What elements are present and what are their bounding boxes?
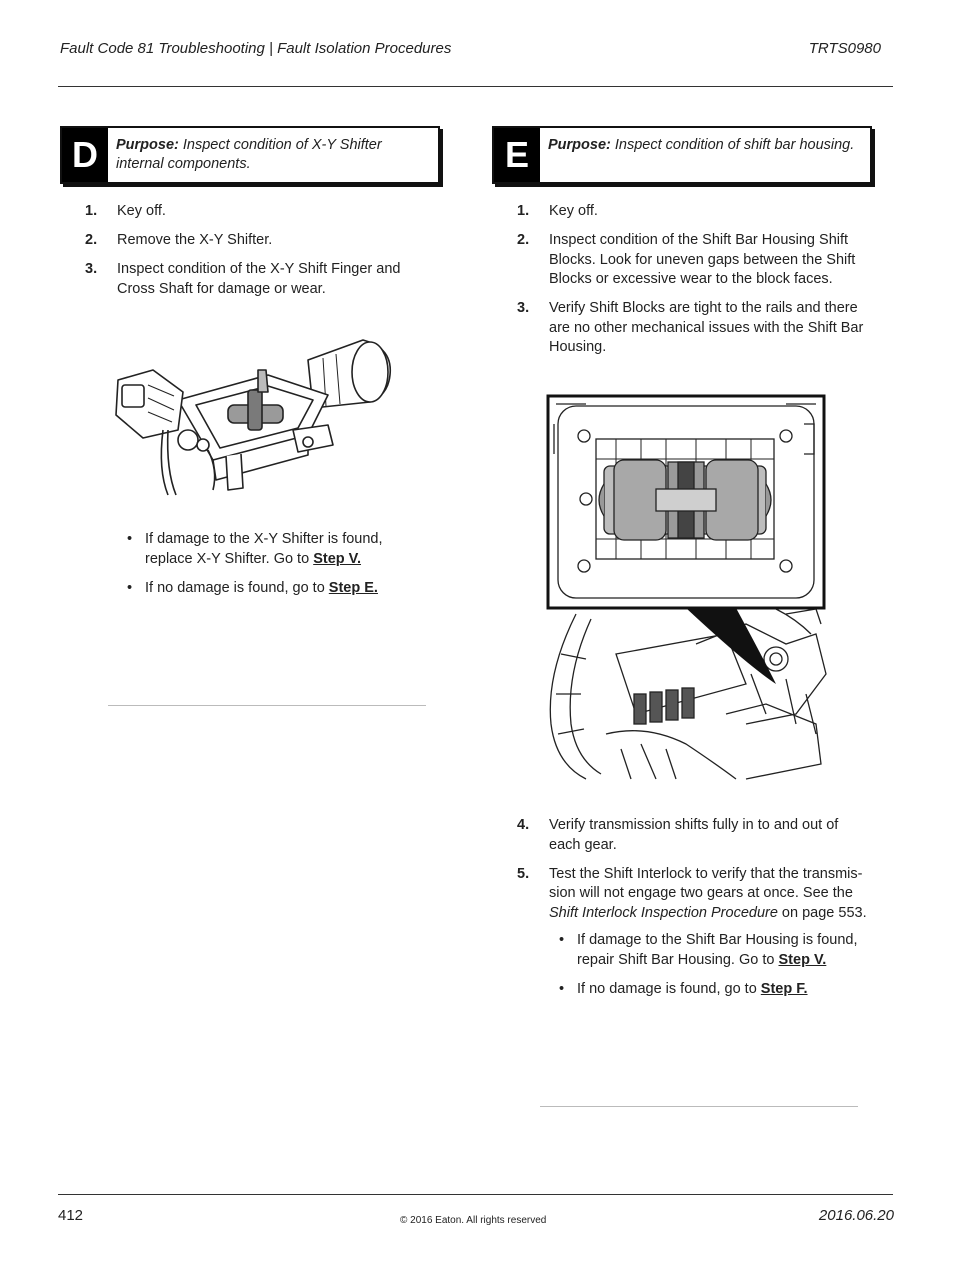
step-v-link[interactable]: Step V. bbox=[778, 951, 827, 968]
header-rule bbox=[58, 86, 893, 87]
step-d-item-2: 2. Remove the X-Y Shifter. bbox=[85, 232, 273, 248]
footer-rule bbox=[58, 1194, 893, 1195]
step-d-outcome-no-damage: • If no damage is found, go to Step E. bbox=[127, 579, 432, 599]
step-e-letter: E bbox=[494, 128, 540, 182]
shift-bar-housing-illustration bbox=[546, 394, 830, 780]
step-e-item-5: 5. Test the Shift Interlock to verify that the transmis-sion will not engage two gears at once. See the Shift Interlock Inspection Procedure on page 553. bbox=[517, 865, 867, 921]
step-e-purpose-box bbox=[492, 126, 872, 184]
step-e-instructions bbox=[517, 202, 872, 367]
step-e-outcome-damage: • If damage to the Shift Bar Housing is found, repair Shift Bar Housing. Go to Step V. bbox=[559, 931, 864, 970]
step-e-item-4: 4. Verify transmission shifts fully in to and out of each gear. bbox=[517, 817, 839, 853]
revision-date: 2016.06.20 bbox=[818, 1207, 894, 1224]
copyright: © 2016 Eaton. All rights reserved bbox=[400, 1215, 547, 1226]
step-e-outcomes bbox=[559, 931, 864, 1009]
step-e-purpose-label: Purpose: bbox=[548, 137, 611, 153]
step-e-purpose bbox=[548, 136, 862, 155]
step-d-purpose-text: Inspect condition of X-Y Shifter internal components. bbox=[116, 137, 382, 172]
step-d-outcome-damage: • If damage to the X-Y Shifter is found, replace X-Y Shifter. Go to Step V. bbox=[127, 530, 432, 569]
step-e-item-2: 2. Inspect condition of the Shift Bar Housing Shift Blocks. Look for uneven gaps between the Shift Blocks or excessive wear to the block faces. bbox=[517, 232, 856, 287]
step-d-item-1: 1. Key off. bbox=[85, 203, 166, 219]
interlock-procedure-reference[interactable]: Shift Interlock Inspection Procedure bbox=[549, 904, 778, 921]
step-d-outcomes bbox=[127, 530, 432, 608]
page-number: 412 bbox=[58, 1207, 84, 1224]
step-d-purpose bbox=[116, 136, 430, 174]
step-v-link[interactable]: Step V. bbox=[313, 550, 362, 567]
step-e-end-rule bbox=[540, 1106, 858, 1107]
step-e-item-3: 3. Verify Shift Blocks are tight to the rails and there are no other mechanical issues with the Shift Bar Housing. bbox=[517, 300, 864, 355]
step-d-letter: D bbox=[62, 128, 108, 182]
header-title: Fault Code 81 Troubleshooting | Fault Isolation Procedures bbox=[60, 40, 452, 57]
step-e-purpose-text: Inspect condition of shift bar housing. bbox=[614, 137, 855, 153]
step-e-outcome-no-damage: • If no damage is found, go to Step F. bbox=[559, 980, 864, 1000]
step-f-link[interactable]: Step F. bbox=[760, 980, 808, 997]
step-d-purpose-label: Purpose: bbox=[116, 137, 179, 153]
step-d-instructions bbox=[85, 202, 440, 309]
step-d-purpose-box bbox=[60, 126, 440, 184]
xy-shifter-illustration bbox=[108, 330, 398, 500]
step-e-link[interactable]: Step E. bbox=[328, 579, 378, 596]
step-e-instructions-continued bbox=[517, 816, 872, 933]
document-number: TRTS0980 bbox=[808, 40, 881, 57]
step-d-end-rule bbox=[108, 705, 426, 706]
step-d-item-3: 3. Inspect condition of the X-Y Shift Finger and Cross Shaft for damage or wear. bbox=[85, 261, 401, 297]
step-e-item-1: 1. Key off. bbox=[517, 203, 598, 219]
